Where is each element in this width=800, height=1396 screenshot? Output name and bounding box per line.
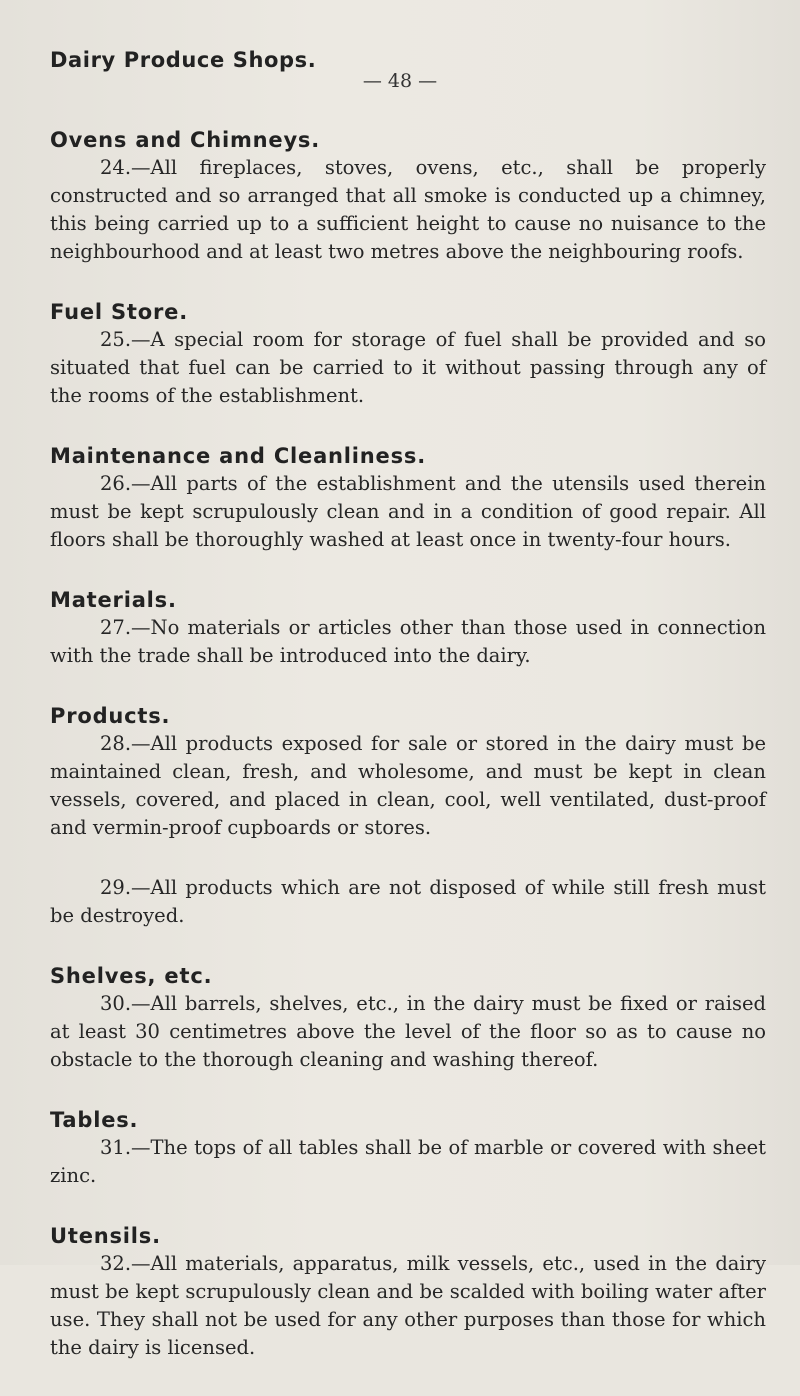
page-body bbox=[50, 128, 766, 1396]
paragraph-26: 26.—All parts of the establishment and the utensils used therein must be kept scrupulously clean and in a condition of good repair. All floors shall be thoroughly washed at least once in twenty-four hours. bbox=[50, 472, 766, 551]
section-fuel-store bbox=[50, 300, 766, 410]
section-heading: Ovens and Chimneys. bbox=[50, 128, 321, 152]
section-heading: Maintenance and Cleanliness. bbox=[50, 444, 426, 468]
section-heading: Materials. bbox=[50, 588, 177, 612]
paragraph-32: 32.—All materials, apparatus, milk vessels, etc., used in the dairy must be kept scrupulously clean and be scalded with boiling water after use. They shall not be used for any other purposes than those for which the dairy is licensed. bbox=[50, 1252, 766, 1359]
section-products bbox=[50, 704, 766, 930]
section-heading: Utensils. bbox=[50, 1224, 161, 1248]
running-head: Dairy Produce Shops. bbox=[50, 48, 317, 72]
section-heading: Tables. bbox=[50, 1108, 139, 1132]
section-materials bbox=[50, 588, 766, 670]
section-heading: Fuel Store. bbox=[50, 300, 188, 324]
paragraph-29: 29.—All products which are not disposed of while still fresh must be destroyed. bbox=[50, 876, 766, 927]
paragraph-31: 31.—The tops of all tables shall be of marble or covered with sheet zinc. bbox=[50, 1136, 766, 1187]
paragraph-27: 27.—No materials or articles other than those used in connection with the trade shall be introduced into the dairy. bbox=[50, 616, 766, 667]
paragraph-25: 25.—A special room for storage of fuel shall be provided and so situated that fuel can be carried to it without passing through any of the rooms of the establishment. bbox=[50, 328, 766, 407]
section-ovens-and-chimneys bbox=[50, 128, 766, 266]
paragraph-28: 28.—All products exposed for sale or stored in the dairy must be maintained clean, fresh, and wholesome, and must be kept in clean vessels, covered, and placed in clean, cool, well ventilated, dust-proof and vermin-proof cupboards or stores. bbox=[50, 732, 766, 839]
paragraph-24: 24.—All fireplaces, stoves, ovens, etc., shall be properly constructed and so arranged that all smoke is conducted up a chimney, this being carried up to a sufficient height to cause no nuisance to the neighbourhood and at least two metres above the neighbouring roofs. bbox=[50, 156, 766, 263]
section-tables bbox=[50, 1108, 766, 1190]
paragraph-30: 30.—All barrels, shelves, etc., in the dairy must be fixed or raised at least 30 centimetres above the level of the floor so as to cause no obstacle to the thorough cleaning and washing thereof. bbox=[50, 992, 766, 1071]
page-number: — 48 — bbox=[362, 70, 438, 92]
section-utensils bbox=[50, 1224, 766, 1362]
section-shelves bbox=[50, 964, 766, 1074]
section-heading: Shelves, etc. bbox=[50, 964, 213, 988]
section-heading: Products. bbox=[50, 704, 171, 728]
section-maintenance-and-cleanliness bbox=[50, 444, 766, 554]
